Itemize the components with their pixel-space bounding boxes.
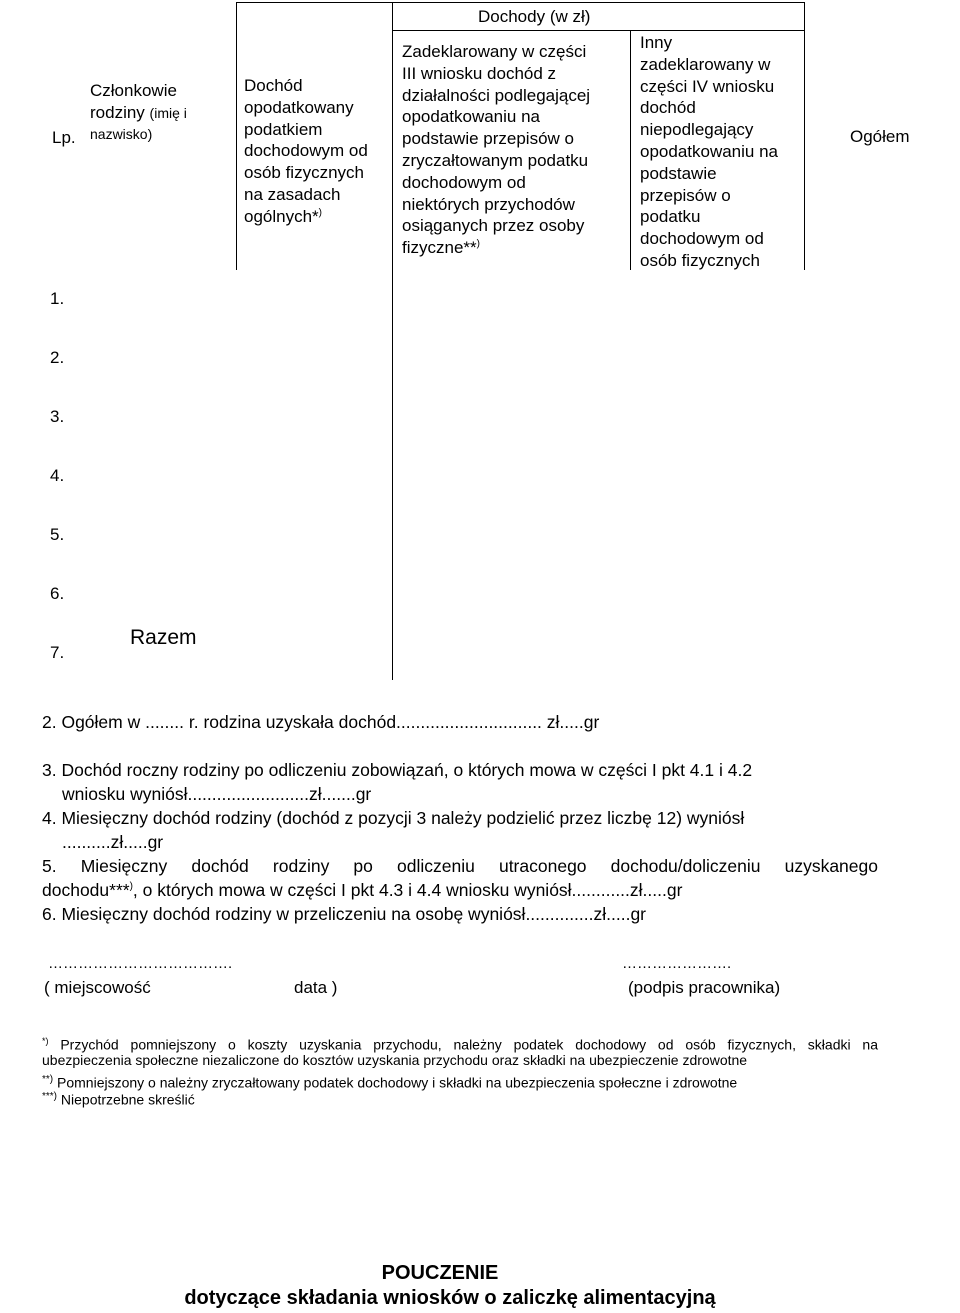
header-line-text: podstawie	[640, 163, 717, 183]
place-date-dots: ……………………………….	[48, 955, 233, 972]
header-line	[402, 194, 628, 216]
date-label: data )	[294, 978, 338, 997]
header-line	[402, 237, 628, 259]
table-row-number: 6.	[50, 584, 65, 603]
header-line	[402, 41, 628, 63]
header-members-word: rodziny	[90, 102, 145, 122]
header-line	[244, 119, 389, 141]
header-members-line	[90, 102, 230, 125]
header-line-text: działalności podlegającej	[402, 85, 591, 105]
header-line-text: III wniosku dochód z	[402, 63, 557, 83]
header-line-text: części IV wniosku	[640, 76, 775, 96]
header-line	[640, 76, 802, 98]
table-group-divider	[392, 30, 804, 31]
table-col-divider	[236, 2, 237, 270]
table-border-top	[236, 2, 804, 3]
header-line	[402, 128, 628, 150]
header-footnote-mark: )	[318, 207, 323, 219]
header-line-text: osób fizycznych	[244, 163, 364, 183]
header-line	[244, 184, 389, 206]
header-line	[244, 97, 389, 119]
place-label: ( miejscowość	[44, 978, 151, 997]
header-line-text: niektórych przychodów	[402, 194, 575, 214]
header-line	[640, 97, 802, 119]
item-5-word: dochodu***	[42, 880, 130, 900]
header-line	[402, 85, 628, 107]
header-members-line: Członkowie	[90, 81, 177, 100]
notice-title: POUCZENIE	[381, 1262, 499, 1284]
header-line-text: Inny	[640, 33, 673, 52]
item-4-monthly-income-cont: ..........zł.....gr	[62, 832, 164, 852]
signature-dots: ………………….	[622, 955, 732, 972]
table-row-number: 5.	[50, 525, 65, 544]
header-col-flatrate	[402, 41, 628, 259]
header-line-text: zryczałtowanym podatku	[402, 150, 589, 170]
header-line-text: opodatkowaniu na	[402, 107, 541, 127]
header-total: Ogółem	[850, 127, 910, 146]
header-line	[402, 150, 628, 172]
header-line	[640, 32, 802, 54]
item-4-monthly-income: 4. Miesięczny dochód rodziny (dochód z pozycji 3 należy podzielić przez liczbę 12) wyniósł	[42, 808, 745, 828]
header-line	[640, 141, 802, 163]
header-line	[244, 75, 389, 97]
item-3-annual-income: 3. Dochód roczny rodziny po odliczeniu zobowiązań, o których mowa w części I pkt 4.1 i 4.2	[42, 760, 753, 780]
header-lp: Lp.	[52, 128, 76, 147]
header-line-text: osiąganych przez osoby	[402, 216, 585, 236]
header-line-text: opodatkowaniu na	[640, 141, 779, 161]
header-line	[244, 140, 389, 162]
table-row-number: 2.	[50, 348, 65, 367]
table-row-number: 3.	[50, 407, 65, 426]
header-line-text: podstawie przepisów o	[402, 129, 574, 149]
header-line	[640, 163, 802, 185]
footnote-1-cont: ubezpieczenia społeczne niezaliczone do kosztów uzyskania przychodu oraz składki na ubezpieczenie zdrowotne	[42, 1052, 748, 1068]
footnote-3	[42, 1087, 195, 1110]
footnote-1-mark: *)	[42, 1036, 49, 1046]
sum-label: Razem	[130, 626, 197, 649]
footnote-2-text: Pomniejszony o należny zryczałtowany podatek dochodowy i składki na ubezpieczenia społeczne i zdrowotne	[57, 1074, 738, 1091]
header-members-line: nazwisko)	[90, 126, 153, 142]
header-members-small: (imię i	[149, 104, 187, 121]
header-line-text: osób fizycznych	[640, 250, 760, 270]
item-5-rest: , o których mowa w części I pkt 4.3 i 4.4 wniosku wyniósł............zł.....gr	[132, 880, 683, 900]
item-5-adjusted-income-cont	[42, 878, 682, 902]
header-line	[402, 63, 628, 85]
header-line	[402, 106, 628, 128]
header-line-text: na zasadach	[244, 184, 341, 204]
item-2-total-income: 2. Ogółem w ........ r. rodzina uzyskała dochód.............................. zł.....gr	[42, 712, 600, 732]
footnote-3-text: Niepotrzebne skreślić	[60, 1091, 195, 1108]
table-row-number: 7.	[50, 643, 65, 662]
item-3-annual-income-cont: wniosku wyniósł.........................zł.......gr	[62, 784, 372, 804]
header-col-general	[244, 75, 389, 228]
header-footnote-mark: )	[476, 238, 480, 250]
footnote-2-mark: **)	[42, 1074, 54, 1085]
header-line-text: dochodowym od	[402, 172, 526, 192]
header-line	[640, 119, 802, 141]
header-line	[640, 185, 802, 207]
header-line	[402, 172, 628, 194]
header-line	[640, 228, 802, 250]
header-col-other	[640, 32, 802, 272]
header-members	[90, 80, 230, 146]
table-col-divider	[392, 2, 393, 680]
header-line	[640, 250, 802, 272]
table-col-divider	[804, 2, 805, 270]
header-line	[244, 206, 389, 228]
header-line-text: zadeklarowany w	[640, 54, 771, 74]
header-line-text: fizyczne**	[402, 238, 477, 258]
header-line	[640, 206, 802, 228]
header-line-text: podatkiem	[244, 119, 323, 139]
header-line-text: dochodowym od	[640, 229, 764, 249]
notice-subtitle: dotyczące składania wniosków o zaliczkę alimentacyjną	[184, 1287, 716, 1309]
table-col-divider	[630, 30, 631, 270]
header-line-text: przepisów o	[640, 185, 731, 205]
item-5-adjusted-income: 5. Miesięczny dochód rodziny po odliczeniu utraconego dochodu/doliczeniu uzyskanego	[42, 856, 878, 876]
header-line-text: niepodlegający	[640, 120, 754, 140]
signature-label: (podpis pracownika)	[628, 978, 781, 997]
header-line	[402, 215, 628, 237]
header-line-text: podatku	[640, 207, 701, 227]
footnote-3-mark: ***)	[42, 1091, 58, 1102]
table-row-number: 1.	[50, 289, 65, 308]
header-line-text: ogólnych*	[244, 206, 319, 226]
table-row-number: 4.	[50, 466, 65, 485]
header-line-text: opodatkowany	[244, 97, 354, 117]
header-line-text: Dochód	[244, 76, 303, 95]
footnote-1-text: Przychód pomniejszony o koszty uzyskania przychodu, należny podatek dochodowy od osób fizycznych, składki na	[60, 1036, 879, 1053]
header-incomes-group: Dochody (w zł)	[478, 7, 591, 26]
item-6-per-person-income: 6. Miesięczny dochód rodziny w przeliczeniu na osobę wyniósł..............zł.....gr	[42, 904, 647, 924]
header-line	[244, 162, 389, 184]
header-line	[640, 54, 802, 76]
header-line-text: dochodowym od	[244, 141, 368, 161]
header-line-text: dochód	[640, 98, 696, 118]
item-5-sup: )	[129, 881, 133, 893]
header-line-text: Zadeklarowany w części	[402, 42, 587, 61]
